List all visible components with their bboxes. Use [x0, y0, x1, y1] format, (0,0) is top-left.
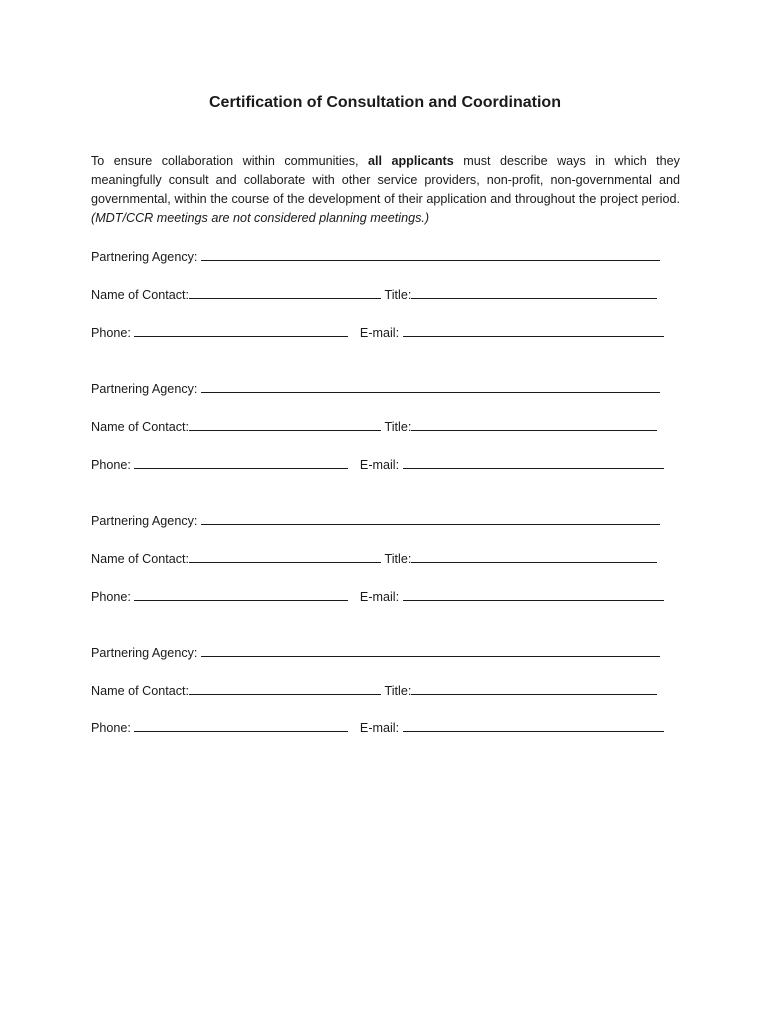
phone-field-4[interactable] — [134, 718, 348, 732]
contact-row-3 — [91, 549, 657, 567]
email-label: E-mail: — [359, 721, 400, 735]
phone-email-row-3 — [91, 587, 664, 605]
intro-paragraph — [91, 152, 680, 228]
contact-row-1 — [91, 285, 657, 303]
email-label: E-mail: — [359, 326, 400, 340]
email-field-3[interactable] — [403, 587, 664, 601]
document-title: Certification of Consultation and Coordination — [209, 94, 561, 111]
contact-label: Name of Contact: — [91, 552, 189, 566]
agency-label: Partnering Agency: — [91, 514, 198, 528]
phone-field-3[interactable] — [134, 587, 348, 601]
title-label: Title: — [384, 420, 412, 434]
contact-field-4[interactable] — [189, 681, 381, 695]
contact-field-3[interactable] — [189, 549, 381, 563]
agency-label: Partnering Agency: — [91, 646, 198, 660]
agency-field-4[interactable] — [201, 643, 660, 657]
title-field-3[interactable] — [411, 549, 657, 563]
agency-field-1[interactable] — [201, 247, 660, 261]
agency-row-4 — [91, 643, 660, 661]
agency-row-2 — [91, 379, 660, 397]
intro-italic-note: (MDT/CCR meetings are not considered planning meetings.) — [91, 211, 430, 225]
phone-field-2[interactable] — [134, 455, 348, 469]
phone-field-1[interactable] — [134, 323, 348, 337]
intro-text-1: To ensure collaboration within communities, — [91, 154, 368, 168]
title-label: Title: — [384, 552, 412, 566]
contact-label: Name of Contact: — [91, 684, 189, 698]
title-field-1[interactable] — [411, 285, 657, 299]
title-label: Title: — [384, 684, 412, 698]
email-field-2[interactable] — [403, 455, 664, 469]
agency-label: Partnering Agency: — [91, 250, 198, 264]
intro-text-2: must describe ways in which they meaningfully consult and collaborate with other service providers, non-profit, non-governmental and governmental, within the course of the development of their application and throughout the project period. — [91, 154, 680, 206]
phone-label: Phone: — [91, 326, 131, 340]
agency-field-3[interactable] — [201, 511, 660, 525]
contact-field-2[interactable] — [189, 417, 381, 431]
contact-label: Name of Contact: — [91, 288, 189, 302]
title-label: Title: — [384, 288, 412, 302]
phone-email-row-1 — [91, 323, 664, 341]
agency-row-1 — [91, 247, 660, 265]
phone-email-row-4 — [91, 718, 664, 736]
title-field-2[interactable] — [411, 417, 657, 431]
title-field-4[interactable] — [411, 681, 657, 695]
phone-email-row-2 — [91, 455, 664, 473]
email-field-1[interactable] — [403, 323, 664, 337]
contact-row-2 — [91, 417, 657, 435]
agency-row-3 — [91, 511, 660, 529]
intro-bold-text: all applicants — [367, 154, 454, 168]
agency-field-2[interactable] — [201, 379, 660, 393]
contact-field-1[interactable] — [189, 285, 381, 299]
email-field-4[interactable] — [403, 718, 664, 732]
contact-label: Name of Contact: — [91, 420, 189, 434]
email-label: E-mail: — [359, 458, 400, 472]
phone-label: Phone: — [91, 721, 131, 735]
agency-label: Partnering Agency: — [91, 382, 198, 396]
phone-label: Phone: — [91, 590, 131, 604]
phone-label: Phone: — [91, 458, 131, 472]
email-label: E-mail: — [359, 590, 400, 604]
contact-row-4 — [91, 681, 657, 699]
